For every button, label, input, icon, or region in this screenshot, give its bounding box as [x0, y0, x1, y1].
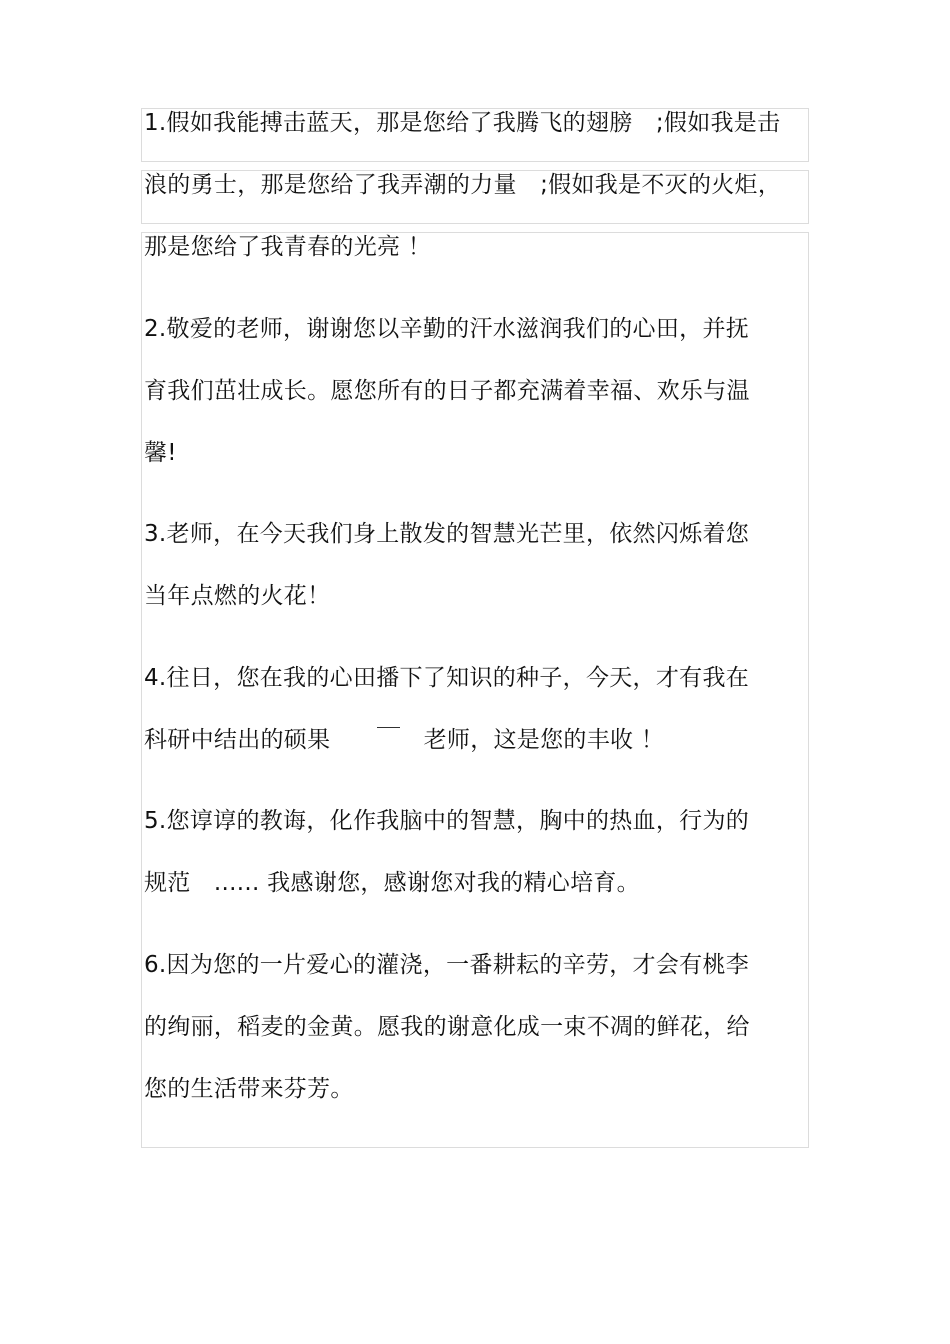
paragraph-line: 浪的勇士，那是您给了我弄潮的力量 ;假如我是不灭的火炬， [144, 172, 782, 198]
paragraph-line: 6.因为您的一片爱心的灌浇，一番耕耘的辛劳，才会有桃李 [144, 952, 750, 978]
paragraph-line: 2.敬爱的老师，谢谢您以辛勤的汗水滋润我们的心田，并抚 [144, 316, 750, 342]
paragraph-line: 那是您给了我青春的光亮 ！ [144, 234, 432, 260]
paragraph-line: 规范 ...... 我感谢您，感谢您对我的精心培育。 [144, 870, 640, 896]
paragraph-line: 您的生活带来芬芳。 [144, 1076, 354, 1102]
paragraph-line: 的绚丽，稻麦的金黄。愿我的谢意化成一束不凋的鲜花，给 [144, 1014, 750, 1040]
paragraph-line: 馨! [144, 440, 177, 466]
paragraph-line: 当年点燃的火花！ [144, 583, 331, 609]
paragraph-line: 3.老师，在今天我们身上散发的智慧光芒里，依然闪烁着您 [144, 521, 750, 547]
paragraph-line: 5.您谆谆的教诲，化作我脑中的智慧，胸中的热血，行为的 [144, 808, 750, 834]
paragraph-line: 育我们茁壮成长。愿您所有的日子都充满着幸福、欢乐与温 [144, 378, 750, 404]
paragraph-line: 科研中结出的硕果 ￣ 老师，这是您的丰收 ！ [144, 727, 665, 753]
paragraph-line: 4.往日，您在我的心田播下了知识的种子，今天，才有我在 [144, 665, 750, 691]
paragraph-line: 1.假如我能搏击蓝天，那是您给了我腾飞的翅膀 ;假如我是击 [144, 110, 781, 136]
